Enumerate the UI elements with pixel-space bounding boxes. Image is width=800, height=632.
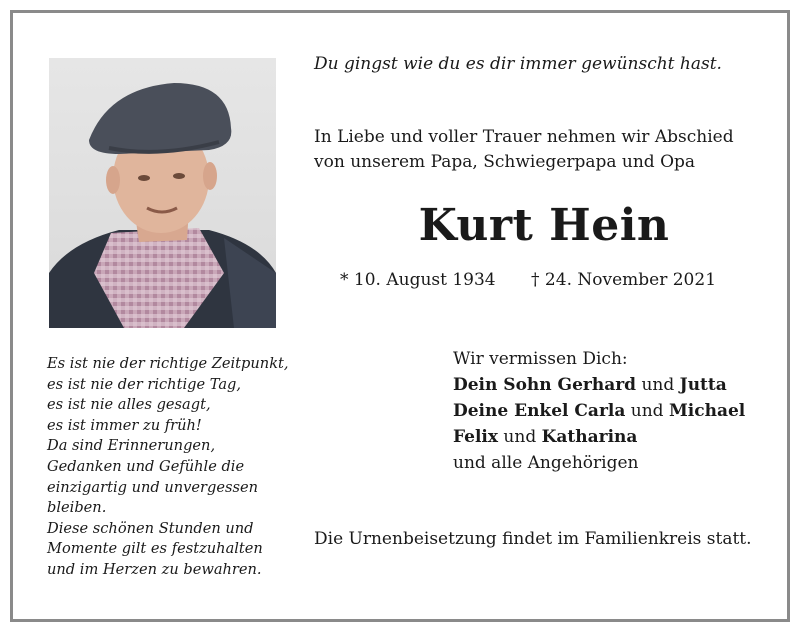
mourner-name: Felix [453,427,499,447]
mourner-name: Jutta [679,375,727,395]
mourner-name: Deine Enkel Carla [453,401,626,421]
mourner-name: Dein Sohn Gerhard [453,375,637,395]
conjunction: und [641,375,675,395]
poem-line: Momente gilt es festzuhalten [47,540,263,558]
poem-line: Diese schönen Stunden und [47,519,254,537]
poem-line: es ist immer zu früh! [47,416,202,434]
mourners-line [453,424,773,450]
mourners-line [453,398,773,424]
poem-line: und im Herzen zu bewahren. [47,560,262,578]
motto: Du gingst wie du es dir immer gewünscht hast. [314,54,722,74]
portrait-photo [49,58,276,328]
mourners-list [453,346,773,476]
poem-line: Gedanken und Gefühle die [47,457,245,475]
poem-line: bleiben. [47,499,107,517]
mourners-heading: Wir vermissen Dich: [453,349,628,369]
intro-line: In Liebe und voller Trauer nehmen wir Abschied [314,127,734,147]
poem-line: einzigartig und unvergessen [47,478,259,496]
intro-line: von unserem Papa, Schwiegerpapa und Opa [314,152,696,172]
mourners-closing: und alle Angehörigen [453,453,639,473]
mourner-name: Michael [668,401,746,421]
conjunction: und [503,427,537,447]
funeral-notice: Die Urnenbeisetzung findet im Familienkreis statt. [314,529,752,549]
poem-line: Da sind Erinnerungen, [47,437,216,455]
death-date: † 24. November 2021 [531,270,717,290]
mourners-line [453,372,773,398]
poem-line: Es ist nie der richtige Zeitpunkt, [47,355,289,372]
birth-date: * 10. August 1934 [340,270,496,290]
intro-text [314,125,774,175]
deceased-name: Kurt Hein [418,200,670,251]
life-dates [340,270,760,290]
conjunction: und [630,401,664,421]
poem [47,354,297,581]
mourner-name: Katharina [541,427,638,447]
poem-line: es ist nie alles gesagt, [47,396,211,414]
poem-line: es ist nie der richtige Tag, [47,375,242,393]
